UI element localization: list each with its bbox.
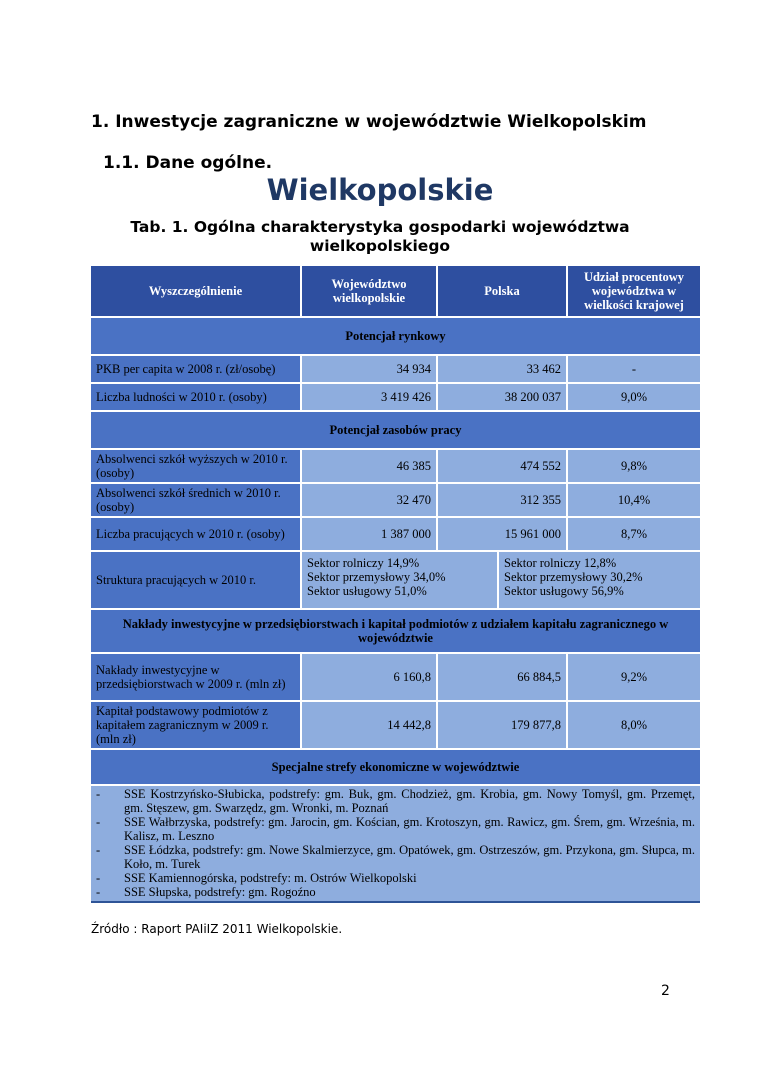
value-poland: 179 877,8: [438, 702, 568, 748]
value-poland: 33 462: [438, 356, 568, 382]
value-poland: 312 355: [438, 484, 568, 516]
list-item-text: SSE Kamiennogórska, podstrefy: m. Ostrów Wielkopolski: [124, 871, 417, 885]
table-row: [91, 702, 700, 750]
list-dash: -: [96, 843, 101, 857]
list-item: [96, 815, 695, 843]
value-region: 34 934: [302, 356, 438, 382]
header-cell-share: Udział procentowy województwa w wielkości krajowej: [568, 266, 700, 316]
list-dash: -: [96, 787, 101, 801]
value-poland: 66 884,5: [438, 654, 568, 700]
sector-services: Sektor usługowy 51,0%: [307, 584, 427, 598]
list-item: [96, 787, 695, 815]
section-title: Specjalne strefy ekonomiczne w województwie: [91, 750, 700, 784]
value-share: 8,0%: [568, 702, 700, 748]
header-cell-poland: Polska: [438, 266, 568, 316]
value-poland: 15 961 000: [438, 518, 568, 550]
list-item-text: SSE Kostrzyńsko-Słubicka, podstrefy: gm. Buk, gm. Chodzież, gm. Krobia, gm. Nowy Tomyśl, gm. Przemęt, gm. Stęszew, gm. Swarzędz, gm. Wronki, m. Poznań: [124, 787, 695, 815]
economy-table: [91, 266, 700, 903]
sector-industry: Sektor przemysłowy 34,0%: [307, 570, 446, 584]
section-row-sez: [91, 750, 700, 786]
section-title: Nakłady inwestycyjne w przedsiębiorstwach i kapitał podmiotów z udziałem kapitału zagranicznego w województwie: [91, 610, 700, 652]
row-label: Liczba pracujących w 2010 r. (osoby): [91, 518, 302, 550]
row-label: Struktura pracujących w 2010 r.: [91, 552, 302, 608]
value-share: -: [568, 356, 700, 382]
structure-poland: [499, 552, 700, 608]
sector-agri: Sektor rolniczy 12,8%: [504, 556, 617, 570]
table-row: [91, 518, 700, 552]
page-number: 2: [661, 983, 670, 999]
value-share: 8,7%: [568, 518, 700, 550]
section-row-market: [91, 318, 700, 356]
section-title: Potencjał zasobów pracy: [91, 412, 700, 448]
sector-industry: Sektor przemysłowy 30,2%: [504, 570, 643, 584]
source-note: Źródło : Raport PAIiIZ 2011 Wielkopolskie.: [91, 922, 343, 936]
sector-services: Sektor usługowy 56,9%: [504, 584, 624, 598]
value-share: 9,8%: [568, 450, 700, 482]
list-item-text: SSE Słupska, podstrefy: gm. Rogoźno: [124, 885, 316, 899]
row-label: PKB per capita w 2008 r. (zł/osobę): [91, 356, 302, 382]
table-row: [91, 384, 700, 412]
list-dash: -: [96, 871, 101, 885]
value-share: 9,2%: [568, 654, 700, 700]
row-label: Kapitał podstawowy podmiotów z kapitałem zagranicznym w 2009 r. (mln zł): [91, 702, 302, 748]
list-item: [96, 885, 695, 899]
subsection-heading: 1.1. Dane ogólne.: [103, 153, 273, 173]
list-item-text: SSE Łódzka, podstrefy: gm. Nowe Skalmierzyce, gm. Opatówek, gm. Ostrzeszów, gm. Przykona, gm. Słupca, m. Koło, m. Turek: [124, 843, 695, 871]
row-label: Absolwenci szkół średnich w 2010 r. (osoby): [91, 484, 302, 516]
value-poland: 38 200 037: [438, 384, 568, 410]
section-title: Potencjał rynkowy: [91, 318, 700, 354]
table-row: [91, 356, 700, 384]
table-row: [91, 450, 700, 484]
value-poland: 474 552: [438, 450, 568, 482]
value-share: 9,0%: [568, 384, 700, 410]
row-label: Liczba ludności w 2010 r. (osoby): [91, 384, 302, 410]
structure-region: [302, 552, 499, 608]
value-region: 46 385: [302, 450, 438, 482]
section-heading: 1. Inwestycje zagraniczne w województwie Wielkopolskim: [91, 112, 647, 132]
list-item: [96, 843, 695, 871]
list-item: [96, 871, 695, 885]
value-region: 14 442,8: [302, 702, 438, 748]
header-cell-region: Województwo wielkopolskie: [302, 266, 438, 316]
value-share: 10,4%: [568, 484, 700, 516]
section-row-investment: [91, 610, 700, 654]
region-title: Wielkopolskie: [266, 173, 494, 207]
table-caption: Tab. 1. Ogólna charakterystyka gospodarki województwa wielkopolskiego: [130, 218, 630, 255]
table-row-structure: [91, 552, 700, 610]
row-label: Absolwenci szkół wyższych w 2010 r. (osoby): [91, 450, 302, 482]
table-row: [91, 654, 700, 702]
list-item-text: SSE Wałbrzyska, podstrefy: gm. Jarocin, gm. Kościan, gm. Krotoszyn, gm. Rawicz, gm. Śrem, gm. Września, m. Kalisz, m. Leszno: [124, 815, 695, 843]
section-row-labor: [91, 412, 700, 450]
value-region: 1 387 000: [302, 518, 438, 550]
list-dash: -: [96, 815, 101, 829]
sector-agri: Sektor rolniczy 14,9%: [307, 556, 420, 570]
table-row: [91, 484, 700, 518]
header-cell-item: Wyszczególnienie: [91, 266, 302, 316]
value-region: 32 470: [302, 484, 438, 516]
value-region: 3 419 426: [302, 384, 438, 410]
list-dash: -: [96, 885, 101, 899]
value-region: 6 160,8: [302, 654, 438, 700]
row-label: Nakłady inwestycyjne w przedsiębiorstwach w 2009 r. (mln zł): [91, 654, 302, 700]
sez-list: [91, 786, 700, 901]
table-header-row: [91, 266, 700, 318]
